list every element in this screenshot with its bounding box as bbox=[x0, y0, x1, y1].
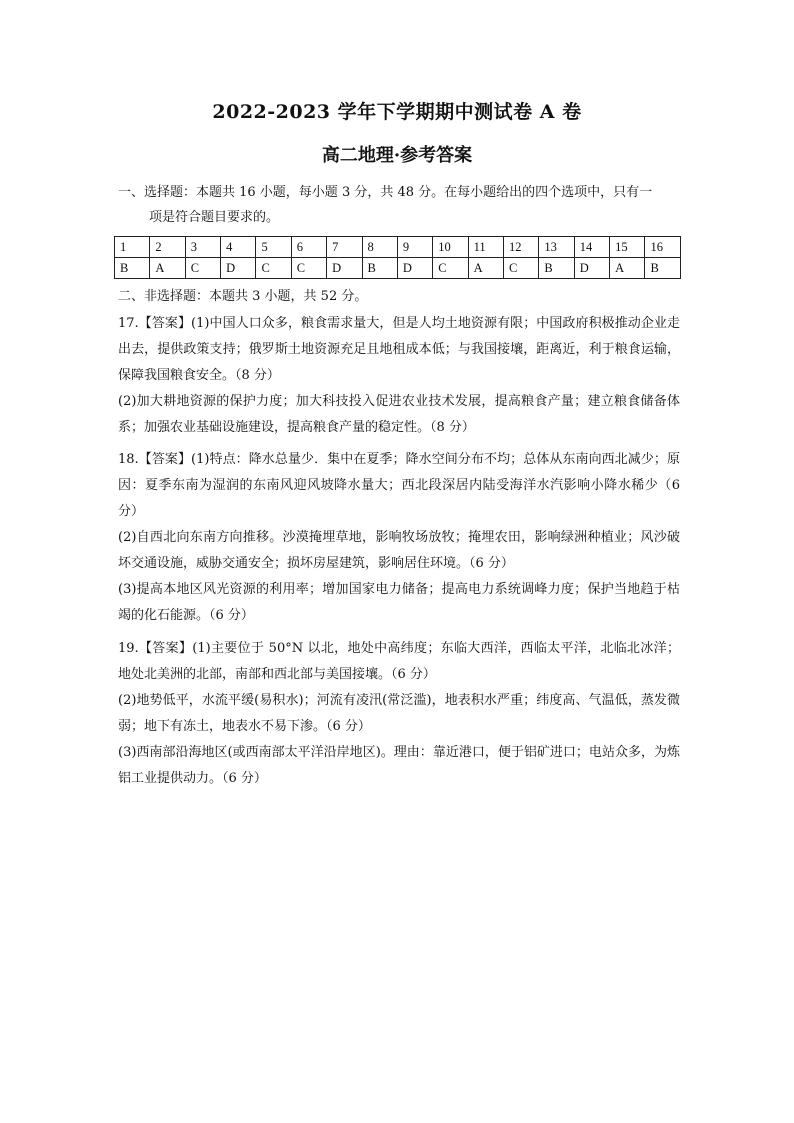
q19-part2: (2)地势低平，水流平缓(易积水)；河流有凌汛(常泛滥)，地表积水严重；纬度高、气温低，蒸发微弱；地下有冻土，地表水不易下渗。（6 分） bbox=[118, 693, 680, 734]
table-cell: B bbox=[539, 258, 574, 279]
q18-part3: (3)提高本地区风光资源的利用率；增加国家电力储备；提高电力系统调峰力度；保护当地趋于枯竭的化石能源。（6 分） bbox=[118, 582, 680, 623]
table-cell: C bbox=[503, 258, 538, 279]
table-cell: 8 bbox=[362, 237, 397, 258]
page-title: 2022-2023 学年下学期期中测试卷 A 卷 bbox=[212, 101, 582, 123]
table-cell: D bbox=[327, 258, 362, 279]
table-cell: B bbox=[115, 258, 150, 279]
answer-table-answer-row bbox=[115, 258, 681, 279]
section-1-line1: 一、选择题：本题共 16 小题，每小题 3 分，共 48 分。在每小题给出的四个选项中，只有一 bbox=[118, 185, 653, 200]
question-18-answer bbox=[118, 447, 680, 629]
table-cell: C bbox=[185, 258, 220, 279]
table-cell: A bbox=[610, 258, 645, 279]
question-17-answer bbox=[118, 311, 680, 441]
section-1-heading bbox=[118, 180, 678, 230]
answer-table-number-row bbox=[115, 237, 681, 258]
table-cell: C bbox=[256, 258, 291, 279]
table-cell: 16 bbox=[645, 237, 681, 258]
table-cell: A bbox=[468, 258, 503, 279]
table-cell: 3 bbox=[185, 237, 220, 258]
table-cell: A bbox=[150, 258, 185, 279]
table-cell: 1 bbox=[115, 237, 150, 258]
table-cell: 6 bbox=[291, 237, 326, 258]
table-cell: 4 bbox=[221, 237, 256, 258]
q17-part2: (2)加大耕地资源的保护力度；加大科技投入促进农业技术发展，提高粮食产量；建立粮食储备体系；加强农业基础设施建设，提高粮食产量的稳定性。（8 分） bbox=[118, 394, 680, 435]
q18-part2: (2)自西北向东南方向推移。沙漠掩埋草地，影响牧场放牧；掩埋农田，影响绿洲种植业；风沙破坏交通设施，威胁交通安全；损坏房屋建筑，影响居住环境。（6 分） bbox=[118, 530, 680, 571]
section-2-heading: 二、非选择题：本题共 3 小题，共 52 分。 bbox=[118, 289, 368, 304]
table-cell: 2 bbox=[150, 237, 185, 258]
table-cell: 10 bbox=[433, 237, 468, 258]
q18-part1: 18.【答案】(1)特点：降水总量少．集中在夏季；降水空间分布不均；总体从东南向西北减少；原因：夏季东南为湿润的东南风迎风坡降水量大；西北段深居内陆受海洋水汽影响小降水稀少（6 分） bbox=[118, 452, 680, 519]
table-cell: B bbox=[362, 258, 397, 279]
table-cell: 5 bbox=[256, 237, 291, 258]
table-cell: B bbox=[645, 258, 681, 279]
answer-table bbox=[114, 236, 681, 279]
table-cell: D bbox=[221, 258, 256, 279]
table-cell: 15 bbox=[610, 237, 645, 258]
table-cell: D bbox=[397, 258, 432, 279]
q17-part1: 17.【答案】(1)中国人口众多，粮食需求量大，但是人均土地资源有限；中国政府积极推动企业走出去，提供政策支持；俄罗斯土地资源充足且地租成本低；与我国接壤，距离近，利于粮食运输，保障我国粮食安全。（8 分） bbox=[118, 316, 680, 383]
table-cell: 14 bbox=[574, 237, 609, 258]
section-1-line2: 项是符合题目要求的。 bbox=[149, 210, 280, 225]
q19-part3: (3)西南部沿海地区(或西南部太平洋沿岸地区)。理由：靠近港口，便于铝矿进口；电站众多，为炼铝工业提供动力。（6 分） bbox=[118, 745, 680, 786]
table-cell: 13 bbox=[539, 237, 574, 258]
table-cell: C bbox=[433, 258, 468, 279]
table-cell: 7 bbox=[327, 237, 362, 258]
q19-part1: 19.【答案】(1)主要位于 50°N 以北，地处中高纬度；东临大西洋，西临太平洋，北临北冰洋；地处北美洲的北部，南部和西北部与美国接壤。（6 分） bbox=[118, 641, 680, 682]
table-cell: 11 bbox=[468, 237, 503, 258]
table-cell: D bbox=[574, 258, 609, 279]
table-cell: 9 bbox=[397, 237, 432, 258]
question-19-answer bbox=[118, 636, 680, 792]
table-cell: C bbox=[291, 258, 326, 279]
table-cell: 12 bbox=[503, 237, 538, 258]
page-subtitle: 高二地理·参考答案 bbox=[321, 145, 473, 166]
